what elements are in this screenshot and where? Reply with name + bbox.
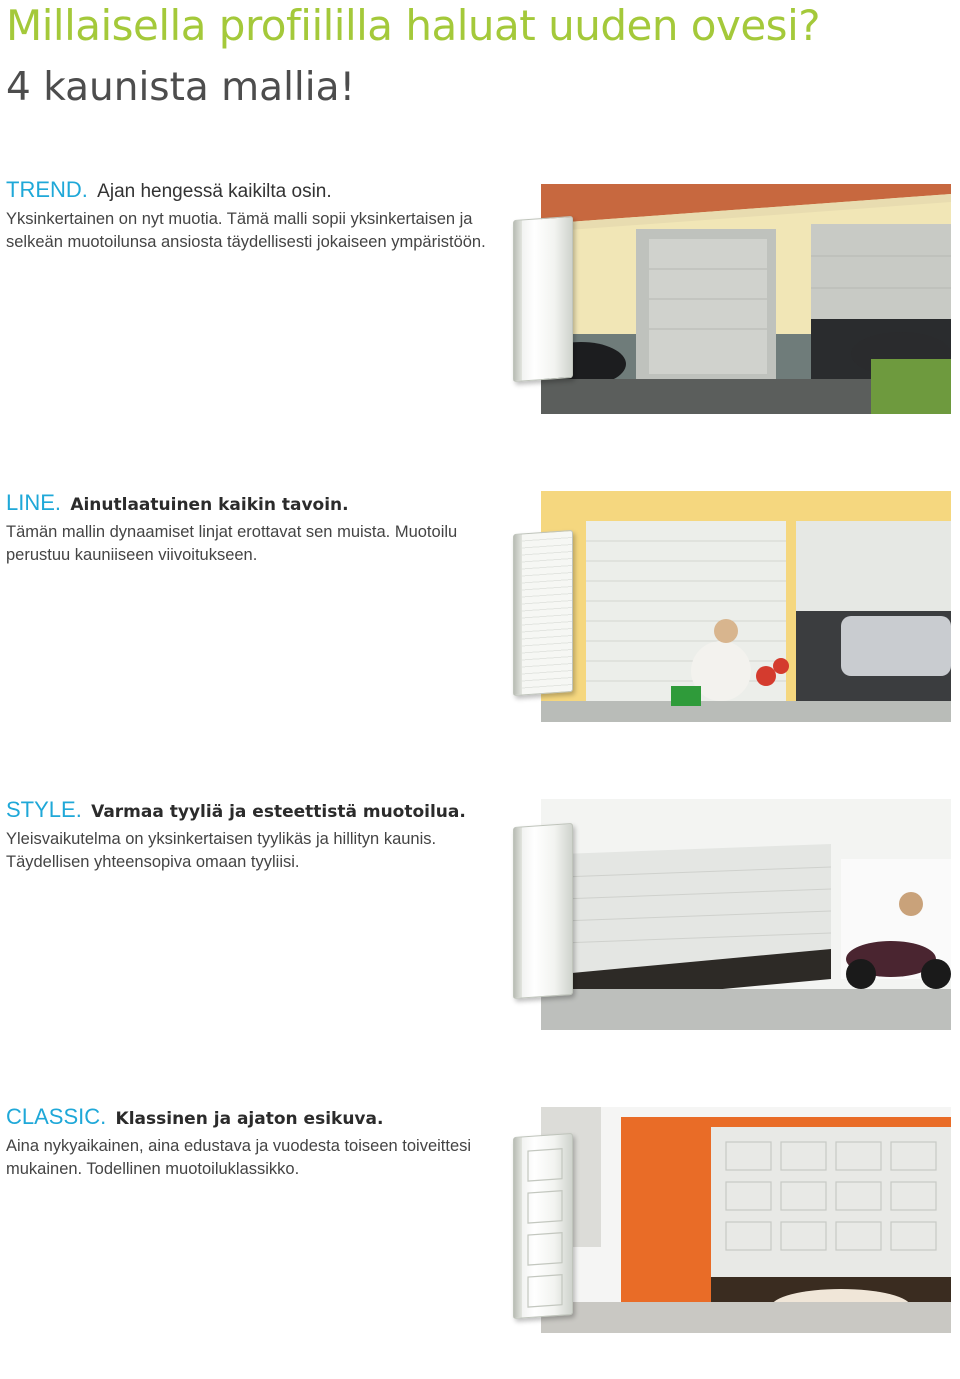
style-panel-sample bbox=[513, 823, 573, 999]
section-trend bbox=[6, 178, 526, 254]
line-garage-image bbox=[541, 491, 951, 722]
model-tagline: Ainutlaatuinen kaikin tavoin. bbox=[70, 495, 349, 515]
model-tagline: Varmaa tyyliä ja esteettistä muotoilua. bbox=[91, 802, 466, 822]
section-title bbox=[6, 178, 526, 204]
line-panel-sample bbox=[513, 530, 573, 696]
style-garage-photo bbox=[541, 799, 951, 1030]
model-description: Tämän mallin dynaamiset linjat erottavat sen muista. Muotoilu perustuu kauniiseen viivoitukseen. bbox=[6, 523, 458, 564]
model-name: LINE. bbox=[6, 490, 62, 515]
model-tagline: Ajan hengessä kaikilta osin. bbox=[97, 181, 332, 202]
trend-garage-photo bbox=[541, 184, 951, 414]
section-title bbox=[6, 798, 526, 824]
classic-garage-photo bbox=[541, 1107, 951, 1333]
model-tagline: Klassinen ja ajaton esikuva. bbox=[115, 1109, 384, 1129]
trend-panel-sample bbox=[513, 216, 573, 382]
style-garage-image bbox=[541, 799, 951, 1030]
section-line bbox=[6, 491, 526, 567]
model-description: Yleisvaikutelma on yksinkertaisen tyylikäs ja hillityn kaunis. Täydellisen yhteensopiva omaan tyyliisi. bbox=[6, 830, 437, 871]
classic-garage-image bbox=[541, 1107, 951, 1333]
section-title bbox=[6, 491, 526, 517]
section-style bbox=[6, 798, 526, 874]
page-title: Millaisella profiililla haluat uuden ovesi? bbox=[6, 1, 821, 50]
section-classic bbox=[6, 1105, 526, 1181]
trend-garage-image bbox=[541, 184, 951, 414]
line-garage-photo bbox=[541, 491, 951, 722]
model-name: CLASSIC. bbox=[6, 1104, 107, 1129]
page-subtitle: 4 kaunista mallia! bbox=[6, 65, 356, 110]
section-title bbox=[6, 1105, 526, 1131]
classic-panel-relief bbox=[514, 1134, 572, 1318]
model-description: Aina nykyaikainen, aina edustava ja vuodesta toiseen toiveittesi mukainen. Todellinen muotoiluklassikko. bbox=[6, 1137, 472, 1178]
model-name: STYLE. bbox=[6, 797, 82, 822]
model-description: Yksinkertainen on nyt muotia. Tämä malli sopii yksinkertaisen ja selkeän muotoilunsa ansiosta täydellisesti jokaiseen ympäristöön. bbox=[6, 210, 486, 251]
model-name: TREND. bbox=[6, 177, 88, 202]
classic-panel-sample bbox=[513, 1133, 573, 1319]
